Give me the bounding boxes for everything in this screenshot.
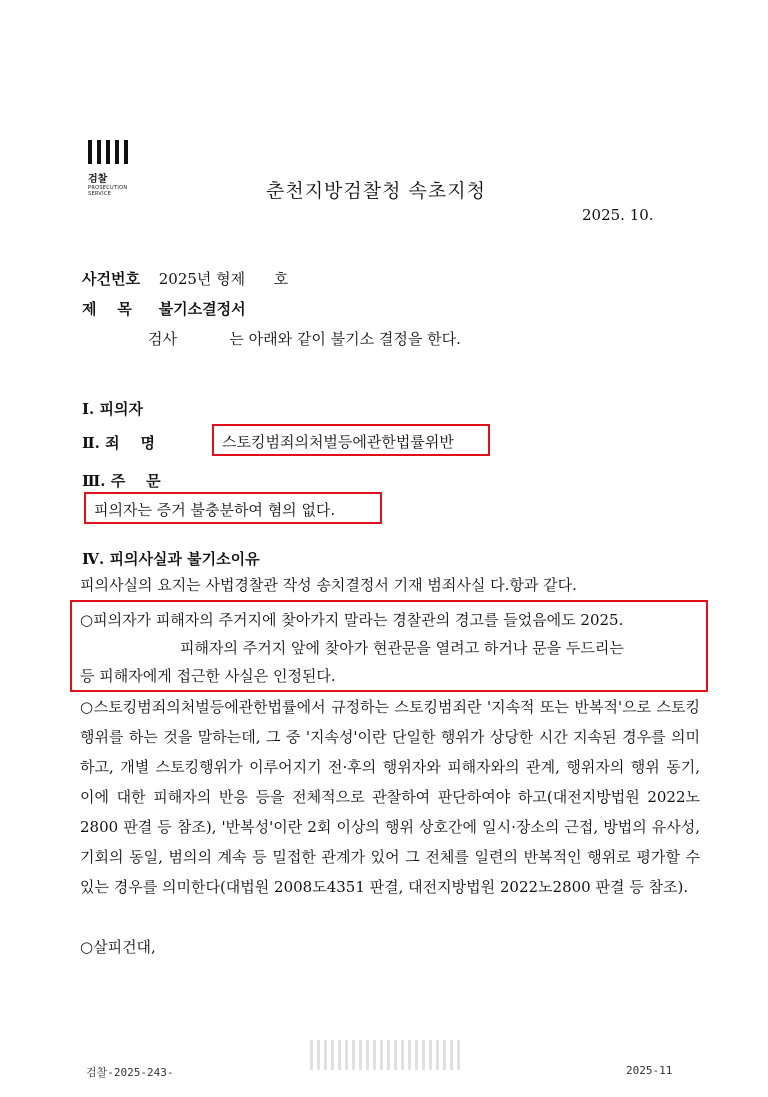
disposition-value: 피의자는 증거 불충분하여 혐의 없다. <box>94 501 336 519</box>
case-title-label: 제 목 <box>82 300 132 318</box>
section-suspect: Ⅰ. 피의자 <box>82 400 143 418</box>
section-disposition-label: Ⅲ. 주 문 <box>82 472 161 490</box>
logo-text: 검찰 <box>88 174 108 185</box>
case-title-value: 불기소결정서 <box>158 300 246 318</box>
paragraph-review: ○살피건대, <box>80 938 156 956</box>
case-title-row <box>82 298 246 319</box>
footer-page-code: 2025-11 <box>626 1064 673 1077</box>
facts-line-3: 등 피해자에게 접근한 사실은 인정된다. <box>80 667 336 685</box>
section-charge-label: Ⅱ. 죄 명 <box>82 434 155 452</box>
paragraph-summary: 피의사실의 요지는 사법경찰관 작성 송치결정서 기재 범죄사실 다.항과 같다. <box>80 576 577 594</box>
logo-subtext: PROSECUTION SERVICE <box>88 185 128 197</box>
seal-watermark <box>310 1040 460 1070</box>
logo-bars-icon <box>88 140 148 164</box>
case-number-row <box>82 268 288 289</box>
charge-value: 스토킹범죄의처벌등에관한법률위반 <box>222 433 454 451</box>
paragraph-legal-standard: ○스토킹범죄의처벌등에관한법률에서 규정하는 스토킹범죄란 '지속적 또는 반복적'으로 스토킹행위를 하는 것을 말하는데, 그 중 '지속성'이란 단일한 행위가 상당한 시간 지속된 경우를 의미하고, 개별 스토킹행위가 이루어지기 전·후의 행위자와 피해자와의 관계, 행위자의 행위 동기, 이에 대한 피해자의 반응 등을 전체적으로 관찰하여 판단하여야 하고(대전지방법원 2022노2800 판결 등 참조), '반복성'이란 2회 이상의 행위 상호간에 일시·장소의 근접, 방법의 유사성, 기회의 동일, 범의의 계속 등 밀접한 관계가 있어 그 전체를 일련의 반복적인 행위로 평가할 수 있는 경우를 의미한다(대법원 2008도4351 판결, 대전지방법원 2022노2800 판결 등 참조). <box>80 698 700 896</box>
paragraph-facts <box>80 606 624 690</box>
footer-document-number: 검찰-2025-243- <box>86 1066 174 1079</box>
case-number-label: 사건번호 <box>82 270 140 288</box>
section-reasons-label: Ⅳ. 피의사실과 불기소이유 <box>82 550 260 568</box>
case-number-value: 2025년 형제 호 <box>158 270 289 288</box>
document-date: 2025. 10. <box>582 206 654 224</box>
prosecution-logo <box>88 140 148 200</box>
case-intro: 검사 는 아래와 같이 불기소 결정을 한다. <box>148 330 461 348</box>
facts-line-1: ○피의자가 피해자의 주거지에 찾아가지 말라는 경찰관의 경고를 들었음에도 2025. <box>80 611 624 629</box>
facts-line-2: 피해자의 주거지 앞에 찾아가 현관문을 열려고 하거나 문을 두드리는 <box>180 639 624 657</box>
office-name: 춘천지방검찰청 속초지청 <box>266 180 486 202</box>
